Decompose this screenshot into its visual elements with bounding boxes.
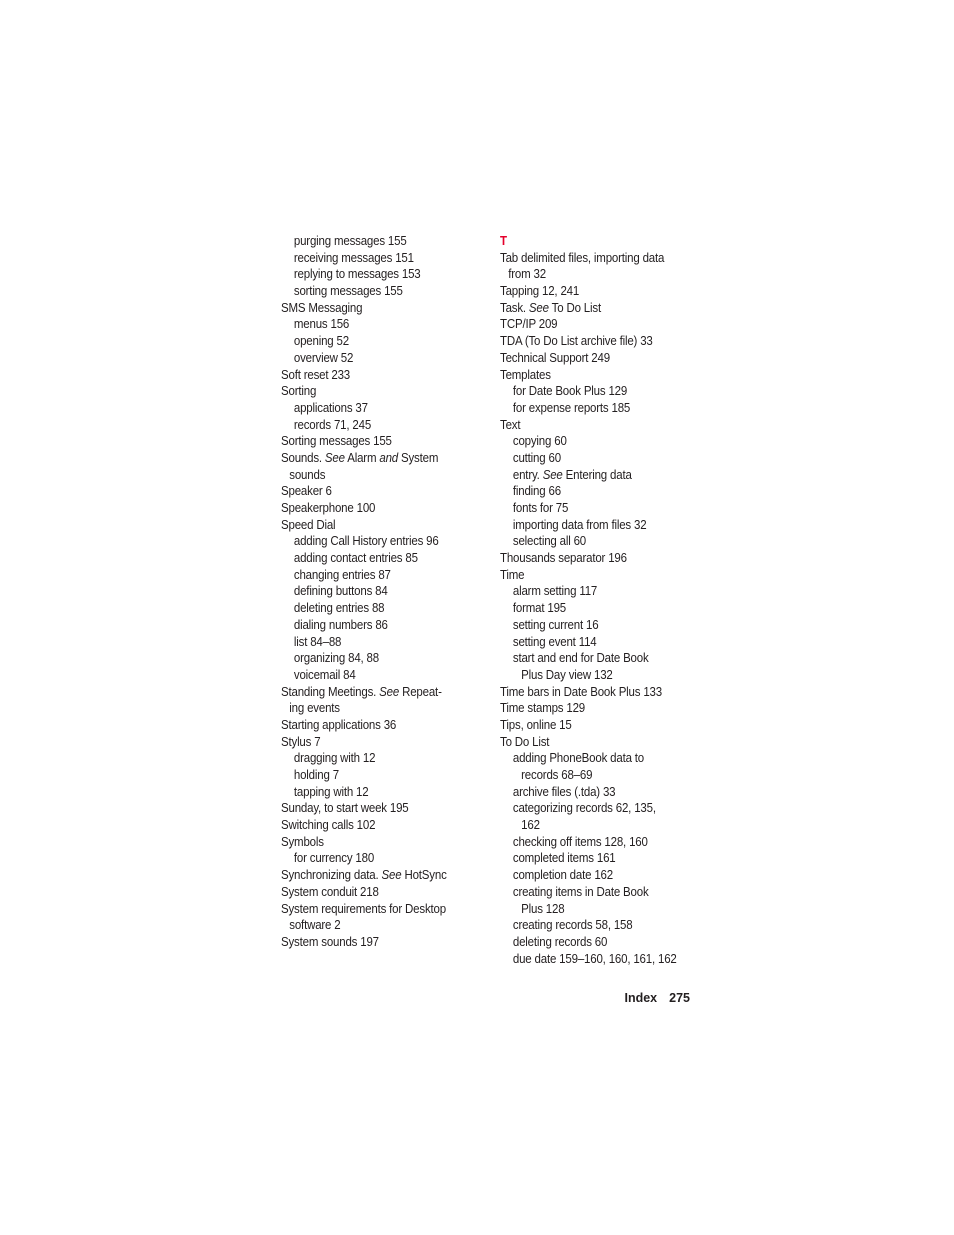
index-entry (281, 717, 465, 734)
entry-text: categorizing records 62, 135, (512, 801, 656, 816)
entry-text: tapping with 12 (293, 784, 369, 799)
index-subentry (500, 850, 684, 867)
entry-text: organizing 84, 88 (293, 651, 379, 666)
entry-text: dragging with 12 (293, 751, 376, 766)
index-entry-continuation (500, 667, 684, 684)
entry-text: System requirements for Desktop (281, 901, 446, 916)
index-subentry (500, 784, 684, 801)
index-entry (500, 350, 684, 367)
index-entry (281, 867, 465, 884)
index-entry (281, 734, 465, 751)
index-subentry (500, 383, 684, 400)
index-subentry (281, 750, 465, 767)
entry-text: Time stamps 129 (500, 701, 586, 716)
entry-text: completed items 161 (512, 851, 616, 866)
entry-text: copying 60 (512, 434, 567, 449)
entry-text: archive files (.tda) 33 (512, 784, 616, 799)
index-subentry (500, 650, 684, 667)
entry-text: Plus 128 (521, 901, 565, 916)
entry-text: Alarm (344, 450, 380, 465)
cross-reference-keyword: See (381, 868, 402, 883)
index-entry (281, 450, 465, 467)
index-subentry (500, 634, 684, 651)
entry-text: Soft reset 233 (281, 367, 351, 382)
entry-text: overview 52 (293, 350, 354, 365)
entry-text: sounds (289, 467, 326, 482)
entry-text: Sorting messages 155 (281, 434, 392, 449)
index-subentry (281, 767, 465, 784)
entry-text: Starting applications 36 (281, 717, 397, 732)
index-entry-continuation (281, 700, 465, 717)
entry-text: Plus Day view 132 (521, 667, 613, 682)
index-subentry (500, 884, 684, 901)
index-subentry (281, 634, 465, 651)
index-entry (281, 817, 465, 834)
index-subentry (281, 850, 465, 867)
entry-text: Tips, online 15 (500, 717, 572, 732)
entry-text: Speaker 6 (281, 484, 332, 499)
index-entry (500, 684, 684, 701)
entry-text: checking off items 128, 160 (512, 834, 648, 849)
entry-text: sorting messages 155 (293, 284, 403, 299)
index-entry (500, 700, 684, 717)
entry-text: cutting 60 (512, 450, 561, 465)
entry-text: voicemail 84 (293, 667, 356, 682)
entry-text: Speed Dial (281, 517, 336, 532)
index-subentry (281, 567, 465, 584)
index-entry (500, 283, 684, 300)
index-entry (281, 901, 465, 918)
index-subentry (500, 951, 684, 968)
index-entry (281, 684, 465, 701)
index-entry-continuation (500, 767, 684, 784)
entry-text: software 2 (289, 918, 341, 933)
entry-text: defining buttons 84 (293, 584, 388, 599)
entry-text: TCP/IP 209 (500, 317, 558, 332)
entry-text: finding 66 (512, 484, 561, 499)
entry-text: deleting records 60 (512, 934, 608, 949)
index-column-right (500, 233, 700, 967)
entry-text: for Date Book Plus 129 (512, 384, 628, 399)
entry-text: creating items in Date Book (512, 884, 649, 899)
index-subentry (281, 667, 465, 684)
entry-text: Task. (500, 300, 529, 315)
index-subentry (500, 917, 684, 934)
index-entry (500, 417, 684, 434)
entry-text: setting current 16 (512, 617, 599, 632)
index-entry (500, 567, 684, 584)
index-subentry (500, 467, 684, 484)
entry-text: receiving messages 151 (293, 250, 414, 265)
page-footer (600, 991, 690, 1005)
entry-text: Repeat- (399, 684, 442, 699)
entry-text: HotSync (401, 868, 447, 883)
index-entry (281, 517, 465, 534)
entry-text: completion date 162 (512, 868, 613, 883)
entry-text: format 195 (512, 601, 567, 616)
index-subentry (281, 400, 465, 417)
index-entry-continuation (500, 817, 684, 834)
entry-text: adding PhoneBook data to (512, 751, 645, 766)
entry-text: To Do List (500, 734, 550, 749)
entry-text: deleting entries 88 (293, 601, 385, 616)
index-entry (281, 383, 465, 400)
entry-text: setting event 114 (512, 634, 597, 649)
index-subentry (281, 650, 465, 667)
index-subentry (500, 934, 684, 951)
entry-text: Sounds. (281, 450, 325, 465)
cross-reference-keyword: See (379, 684, 400, 699)
entry-text: for currency 180 (293, 851, 375, 866)
entry-text: purging messages 155 (293, 234, 407, 248)
index-entry (281, 483, 465, 500)
index-entry (281, 500, 465, 517)
index-entry (500, 717, 684, 734)
index-subentry (500, 483, 684, 500)
entry-text: System sounds 197 (281, 934, 379, 949)
entry-text: Speakerphone 100 (281, 501, 376, 515)
entry-text: T (500, 234, 507, 248)
entry-text: for expense reports 185 (512, 400, 631, 415)
index-entry (500, 734, 684, 751)
entry-text: records 71, 245 (293, 417, 372, 432)
index-entry (281, 433, 465, 450)
index-entry (500, 250, 684, 267)
page-number: 275 (669, 991, 690, 1005)
footer-section-label: Index (624, 991, 658, 1005)
entry-text: Stylus 7 (281, 734, 321, 749)
entry-text: dialing numbers 86 (293, 617, 388, 632)
entry-text: alarm setting 117 (512, 584, 598, 599)
entry-text: Synchronizing data. (281, 868, 382, 883)
index-subentry (500, 800, 684, 817)
entry-text: due date 159–160, 160, 161, 162 (512, 951, 677, 966)
entry-text: selecting all 60 (512, 534, 587, 549)
entry-text: menus 156 (293, 317, 350, 332)
entry-text: creating records 58, 158 (512, 918, 633, 933)
index-column-left (281, 233, 481, 951)
entry-text: SMS Messaging (281, 300, 363, 315)
entry-text: ing events (289, 701, 340, 716)
entry-text: fonts for 75 (512, 501, 569, 515)
entry-text: records 68–69 (521, 768, 593, 782)
cross-reference-keyword: and (379, 450, 398, 465)
index-subentry (500, 583, 684, 600)
index-subentry (500, 750, 684, 767)
index-entry (500, 367, 684, 384)
entry-text: replying to messages 153 (293, 267, 421, 282)
index-subentry (281, 550, 465, 567)
index-subentry (500, 500, 684, 517)
entry-text: Standing Meetings. (281, 684, 380, 699)
index-entry (500, 550, 684, 567)
index-entry (281, 300, 465, 317)
entry-text: Entering data (562, 467, 632, 482)
entry-text: Symbols (281, 834, 324, 849)
entry-text: list 84–88 (293, 634, 342, 649)
index-subentry (281, 417, 465, 434)
entry-text: Templates (500, 367, 551, 382)
entry-text: Sorting (281, 384, 317, 399)
cross-reference-keyword: See (528, 300, 549, 315)
index-subentry (500, 433, 684, 450)
index-entry-continuation (500, 901, 684, 918)
index-subentry (281, 333, 465, 350)
entry-text: TDA (To Do List archive file) 33 (500, 334, 653, 349)
index-subentry (500, 600, 684, 617)
index-entry-continuation (281, 917, 465, 934)
entry-text: Sunday, to start week 195 (281, 801, 409, 816)
entry-text: adding contact entries 85 (293, 551, 418, 566)
entry-text: To Do List (548, 300, 601, 315)
index-subentry (500, 533, 684, 550)
index-subentry (500, 517, 684, 534)
index-subentry (281, 350, 465, 367)
entry-text: Text (500, 417, 521, 432)
index-entry (500, 333, 684, 350)
cross-reference-keyword: See (542, 467, 563, 482)
index-subentry (281, 316, 465, 333)
entry-text: Switching calls 102 (281, 818, 376, 833)
index-subentry (500, 400, 684, 417)
entry-text: Time bars in Date Book Plus 133 (500, 684, 662, 699)
entry-text: adding Call History entries 96 (293, 534, 439, 549)
entry-text: Technical Support 249 (500, 350, 610, 365)
index-subentry (281, 233, 465, 250)
index-entry-continuation (281, 467, 465, 484)
index-entry (281, 934, 465, 951)
index-subentry (281, 617, 465, 634)
index-entry-continuation (500, 266, 684, 283)
entry-text: System conduit 218 (281, 884, 379, 899)
index-entry (281, 884, 465, 901)
index-subentry (500, 450, 684, 467)
entry-text: from 32 (508, 267, 546, 282)
entry-text: entry. (512, 467, 543, 482)
entry-text: holding 7 (293, 768, 339, 782)
index-subentry (500, 867, 684, 884)
entry-text: System (397, 450, 439, 465)
entry-text: opening 52 (293, 334, 349, 349)
index-subentry (281, 533, 465, 550)
index-subentry (281, 583, 465, 600)
index-letter-heading (500, 233, 684, 250)
index-subentry (281, 600, 465, 617)
entry-text: Thousands separator 196 (500, 551, 627, 566)
index-entry (500, 316, 684, 333)
entry-text: applications 37 (293, 400, 368, 415)
entry-text: Tab delimited files, importing data (500, 250, 665, 265)
index-subentry (281, 283, 465, 300)
index-entry (281, 834, 465, 851)
index-entry (281, 800, 465, 817)
entry-text: Tapping 12, 241 (500, 284, 580, 299)
index-entry (500, 300, 684, 317)
entry-text: importing data from files 32 (512, 517, 647, 532)
entry-text: Time (500, 567, 525, 582)
index-subentry (281, 266, 465, 283)
index-subentry (281, 784, 465, 801)
index-subentry (281, 250, 465, 267)
index-subentry (500, 834, 684, 851)
entry-text: start and end for Date Book (512, 651, 649, 666)
index-subentry (500, 617, 684, 634)
index-entry (281, 367, 465, 384)
entry-text: 162 (521, 818, 540, 833)
entry-text: changing entries 87 (293, 567, 391, 582)
cross-reference-keyword: See (324, 450, 345, 465)
